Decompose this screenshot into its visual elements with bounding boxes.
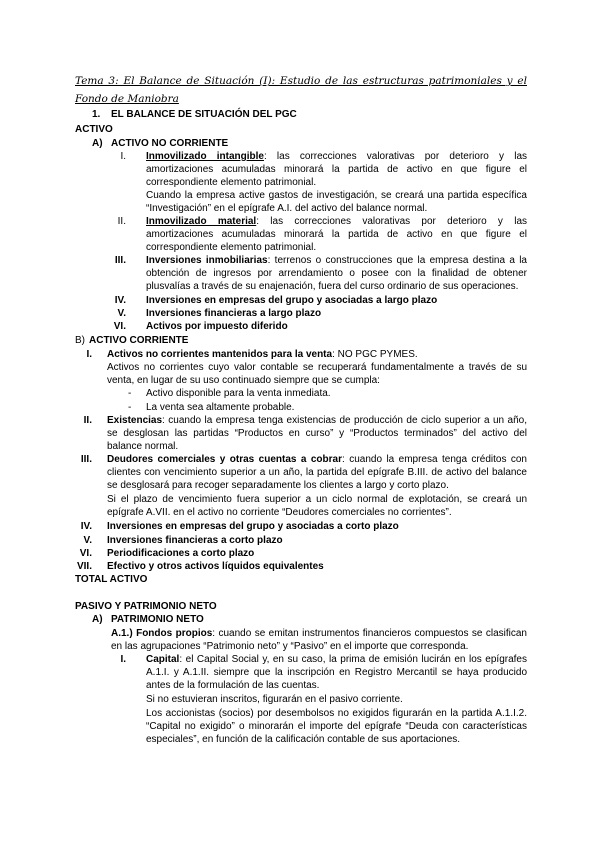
section-heading: EL BALANCE DE SITUACIÓN DEL PGC [111,109,297,120]
item-term: A.1.) Fondos propios [111,628,213,639]
item-term: Deudores comerciales y otras cuentas a cobrar [107,454,342,465]
ac-letter: B) [75,335,85,346]
ac-item-note: Activos no corrientes cuyo valor contable se recuperará fundamentalmente a través de su venta, en lugar de su uso continuado siempre que se cumpla: [107,362,527,386]
ac-item-venta [107,348,527,361]
anc-item-term: Inversiones en empresas del grupo y asociadas a largo plazo [146,295,438,306]
ac-item-number: III. [80,454,92,465]
ac-item-number: II. [83,415,92,426]
activo-heading: ACTIVO [75,124,113,135]
ac-item-deudores [107,453,527,492]
anc-item-inmobiliarias [146,254,527,293]
anc-heading: ACTIVO NO CORRIENTE [111,138,229,149]
item-text: : las correcciones valorativas por deterioro y las amortizaciones acumuladas minorará la partida de activo en que figure el correspondiente elemento patrimonial. [146,151,527,188]
page-title: Tema 3: El Balance de Situación (I): Estudio de las estructuras patrimoniales y el Fondo de Maniobra [75,75,527,105]
anc-item-note: Cuando la empresa active gastos de investigación, se creará una partida específica “Investigación” en el epígrafe A.I. del activo del balance normal. [146,190,527,214]
ac-item-number: VII. [76,561,92,572]
anc-letter: A) [92,138,103,149]
ac-item-term: Periodificaciones a corto plazo [107,548,255,559]
bullet-dash: - [128,388,132,399]
item-text: : NO PGC PYMES. [332,349,418,360]
ac-item-number: I. [86,349,92,360]
anc-item-number: VI. [113,321,126,332]
ac-item-number: V. [83,535,92,546]
ac-item-term: Inversiones financieras a corto plazo [107,535,283,546]
anc-item-number: V. [117,308,126,319]
item-text: : cuando la empresa tenga existencias de producción de ciclo superior a un año, se desglosan las partidas “Productos en curso” y “Productos terminados” del activo del balance normal. [107,415,527,452]
item-text: : las correcciones valorativas por deterioro y las amortizaciones acumuladas minorará la partida de activo en que figure el correspondiente elemento patrimonial. [146,216,528,253]
item-text: : el Capital Social y, en su caso, la prima de emisión lucirán en los epígrafes A.1.I. y A.1.II. siempre que la inscripción en Registro Mercantil se haya producido antes de la formulación de las cuentas. [146,654,527,691]
pn-heading: PATRIMONIO NETO [111,614,204,625]
total-activo: TOTAL ACTIVO [75,574,148,585]
capital-item [146,653,527,692]
capital-note: Los accionistas (socios) por desembolsos no exigidos figurarán en la partida A.1.I.2. “Capital no exigido” o minorarán el importe del epígrafe “Deuda con características especiales”, en función de la calificación contable de sus aportaciones. [146,708,527,745]
ac-item-existencias [107,414,527,453]
ac-item-note: Si el plazo de vencimiento fuera superior a un ciclo normal de explotación, se creará un epígrafe A.VII. en el activo no corriente “Deudores comerciales no corrientes”. [107,494,527,518]
pn-letter: A) [92,614,103,625]
anc-item-material [146,215,527,254]
anc-item-number: I. [120,151,126,162]
ac-item-term: Efectivo y otros activos líquidos equivalentes [107,561,324,572]
ac-item-term: Inversiones en empresas del grupo y asociadas a corto plazo [107,521,399,532]
anc-item-number: IV. [114,295,126,306]
item-text: : terrenos o construcciones que la empresa destina a la obtención de ingresos por arrendamiento o posee con la finalidad de obtener plusvalías a través de su enajenación, fuera del curso ordinario de sus operaciones. [146,255,527,292]
item-term: Existencias [107,415,163,426]
item-term: Activos no corrientes mantenidos para la venta [107,349,333,360]
fondos-propios [111,627,527,653]
capital-number: I. [120,654,126,665]
item-term: Inmovilizado material [146,216,257,227]
item-text: : cuando se emitan instrumentos financieros compuestos se clasifican en las agrupaciones “Patrimonio neto” y “Pasivo” en el importe que corresponda. [111,628,527,652]
anc-item-intangible [146,150,527,189]
ac-item-number: IV. [80,521,92,532]
item-term: Capital [146,654,180,665]
bullet-dash: - [128,402,132,413]
capital-note: Si no estuvieran inscritos, figurarán en el pasivo corriente. [146,694,403,705]
ac-item-number: VI. [79,548,92,559]
anc-item-number: III. [114,255,126,266]
pasivo-heading: PASIVO Y PATRIMONIO NETO [75,601,217,612]
anc-item-number: II. [117,216,126,227]
section-number: 1. [92,109,101,120]
anc-item-term: Inversiones financieras a largo plazo [146,308,322,319]
ac-heading: ACTIVO CORRIENTE [89,335,189,346]
anc-item-term: Activos por impuesto diferido [146,321,288,332]
item-term: Inmovilizado intangible [146,151,264,162]
item-term: Inversiones inmobiliarias [146,255,268,266]
bullet-item: La venta sea altamente probable. [146,402,295,413]
bullet-item: Activo disponible para la venta inmediata. [146,388,331,399]
item-text: : cuando la empresa tenga créditos con clientes con vencimiento superior a un año, la partida del epígrafe B.III. de activo del balance se desglosará para recoger separadamente los clientes a largo y corto plazo. [107,454,527,491]
